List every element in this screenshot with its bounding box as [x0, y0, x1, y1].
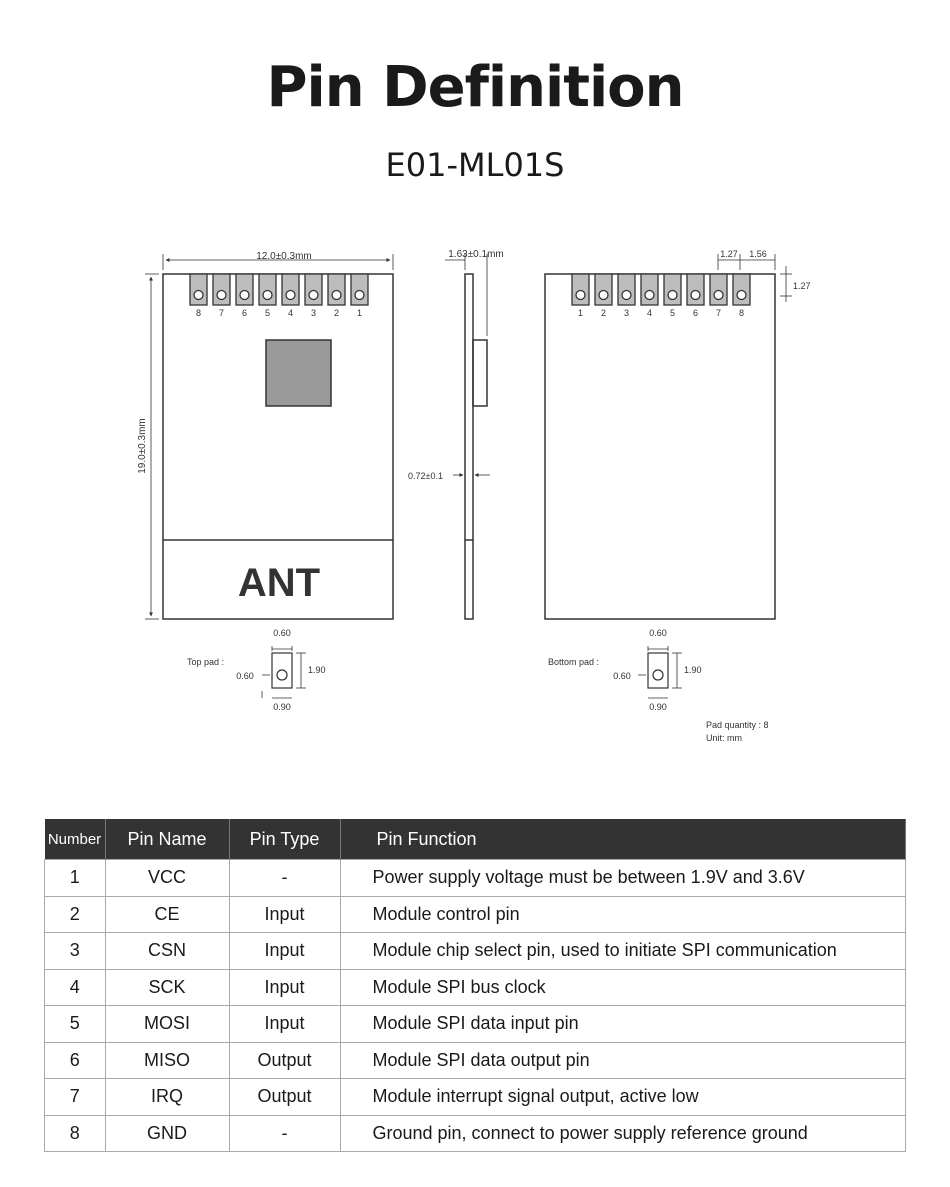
pad-hole	[240, 291, 249, 300]
pad-hole	[668, 291, 677, 300]
bottom-view-pads	[572, 274, 750, 318]
pad	[190, 274, 207, 305]
top-pad-dim-height: 1.90	[308, 665, 326, 675]
pin-type: Output	[229, 1079, 340, 1116]
pad	[236, 274, 253, 305]
header-number: Number	[45, 819, 106, 860]
pad-number: 7	[218, 308, 225, 318]
top-pad-dim-left: 0.60	[236, 671, 254, 681]
pin-name: MOSI	[105, 1006, 229, 1043]
pad-number: 5	[264, 308, 271, 318]
pad-hole	[217, 291, 226, 300]
pitch-dimension-label: 1.27	[720, 249, 738, 259]
pad-number: 1	[577, 308, 584, 318]
pad-hole	[332, 291, 341, 300]
pin-function: Module SPI data input pin	[340, 1006, 906, 1043]
pin-name: IRQ	[105, 1079, 229, 1116]
thickness-dimension-label: 1.63±0.1mm	[448, 249, 504, 260]
pin-type: Output	[229, 1042, 340, 1079]
pin-table-header	[45, 819, 906, 860]
pin-number: 1	[45, 860, 106, 897]
pin-function: Module SPI bus clock	[340, 969, 906, 1006]
table-row	[45, 1115, 906, 1152]
pad	[710, 274, 727, 305]
pad	[305, 274, 322, 305]
pin-type: Input	[229, 896, 340, 933]
pin-function: Power supply voltage must be between 1.9V and 3.6V	[340, 860, 906, 897]
pad	[351, 274, 368, 305]
pad-number: 2	[600, 308, 607, 318]
header-pin-function: Pin Function	[340, 819, 906, 860]
pin-number: 7	[45, 1079, 106, 1116]
pad	[328, 274, 345, 305]
bottom-view	[545, 274, 775, 619]
header-pin-type: Pin Type	[229, 819, 340, 860]
pad-number: 7	[715, 308, 722, 318]
pad-number: 5	[669, 308, 676, 318]
side-view	[465, 274, 487, 619]
pad-hole	[737, 291, 746, 300]
header-pin-name: Pin Name	[105, 819, 229, 860]
top-view-pads	[190, 274, 368, 318]
pin-name: CSN	[105, 933, 229, 970]
top-pad-dim-bottom: 0.90	[273, 702, 291, 712]
pad-number: 1	[356, 308, 363, 318]
pin-function: Module SPI data output pin	[340, 1042, 906, 1079]
table-row	[45, 1079, 906, 1116]
pin-number: 8	[45, 1115, 106, 1152]
pitch-dimension	[718, 254, 792, 302]
board-dimension-label: 0.72±0.1	[408, 471, 443, 481]
pad-hole	[645, 291, 654, 300]
pin-function: Module chip select pin, used to initiate SPI communication	[340, 933, 906, 970]
pin-name: CE	[105, 896, 229, 933]
top-pad-label: Top pad :	[187, 657, 225, 667]
table-row	[45, 969, 906, 1006]
pad	[572, 274, 589, 305]
pin-type: Input	[229, 933, 340, 970]
pad	[282, 274, 299, 305]
table-row	[45, 896, 906, 933]
top-pad-dim-top: 0.60	[273, 628, 291, 638]
bottom-pad-dim-bottom: 0.90	[649, 702, 667, 712]
pin-type: -	[229, 860, 340, 897]
pin-type: Input	[229, 969, 340, 1006]
pin-name: GND	[105, 1115, 229, 1152]
pad-number: 3	[623, 308, 630, 318]
table-row	[45, 1006, 906, 1043]
bottom-pad-dim-height: 1.90	[684, 665, 702, 675]
pad-number: 8	[195, 308, 202, 318]
pad-hole	[309, 291, 318, 300]
pin-type: -	[229, 1115, 340, 1152]
thickness-dimension	[445, 254, 487, 336]
pad-number: 3	[310, 308, 317, 318]
pad-hole	[355, 291, 364, 300]
pad-hole	[286, 291, 295, 300]
pad-hole	[691, 291, 700, 300]
table-row	[45, 933, 906, 970]
unit-note: Unit: mm	[706, 733, 742, 743]
pin-number: 6	[45, 1042, 106, 1079]
pad-number: 2	[333, 308, 340, 318]
bottom-pad-label: Bottom pad :	[548, 657, 600, 667]
antenna-label: ANT	[237, 561, 321, 605]
pad-number: 8	[738, 308, 745, 318]
pad	[687, 274, 704, 305]
pin-number: 4	[45, 969, 106, 1006]
pin-name: SCK	[105, 969, 229, 1006]
pad-hole	[263, 291, 272, 300]
pad	[213, 274, 230, 305]
pin-function: Module interrupt signal output, active low	[340, 1079, 906, 1116]
pin-function: Module control pin	[340, 896, 906, 933]
dimension-drawing	[0, 230, 950, 760]
top-offset-dimension-label: 1.27	[793, 281, 811, 291]
pad-hole	[194, 291, 203, 300]
width-dimension-label: 12.0±0.3mm	[256, 251, 312, 262]
bottom-pad-dim-left: 0.60	[613, 671, 631, 681]
page-title: Pin Definition	[266, 55, 684, 120]
table-row	[45, 860, 906, 897]
pin-number: 3	[45, 933, 106, 970]
pad-number: 6	[241, 308, 248, 318]
pad	[618, 274, 635, 305]
pin-name: VCC	[105, 860, 229, 897]
pin-type: Input	[229, 1006, 340, 1043]
model-name: E01-ML01S	[385, 146, 565, 184]
pad	[733, 274, 750, 305]
pin-number: 2	[45, 896, 106, 933]
pin-number: 5	[45, 1006, 106, 1043]
pin-table	[44, 819, 906, 1152]
pad	[259, 274, 276, 305]
edge-dimension-label: 1.56	[749, 249, 767, 259]
pad-quantity-note: Pad quantity : 8	[706, 720, 769, 730]
pad-hole	[599, 291, 608, 300]
pin-name: MISO	[105, 1042, 229, 1079]
pad-hole	[576, 291, 585, 300]
table-row	[45, 1042, 906, 1079]
bottom-pad-detail	[638, 646, 682, 698]
bottom-pad-dim-top: 0.60	[649, 628, 667, 638]
pin-function: Ground pin, connect to power supply reference ground	[340, 1115, 906, 1152]
pad	[595, 274, 612, 305]
pad	[641, 274, 658, 305]
chip-square	[266, 340, 331, 406]
pad-number: 4	[287, 308, 294, 318]
pad-hole	[622, 291, 631, 300]
pad-number: 6	[692, 308, 699, 318]
pad	[664, 274, 681, 305]
height-dimension-label: 19.0±0.3mm	[137, 418, 148, 474]
pad-number: 4	[646, 308, 653, 318]
pad-hole	[714, 291, 723, 300]
top-pad-detail	[262, 646, 306, 698]
